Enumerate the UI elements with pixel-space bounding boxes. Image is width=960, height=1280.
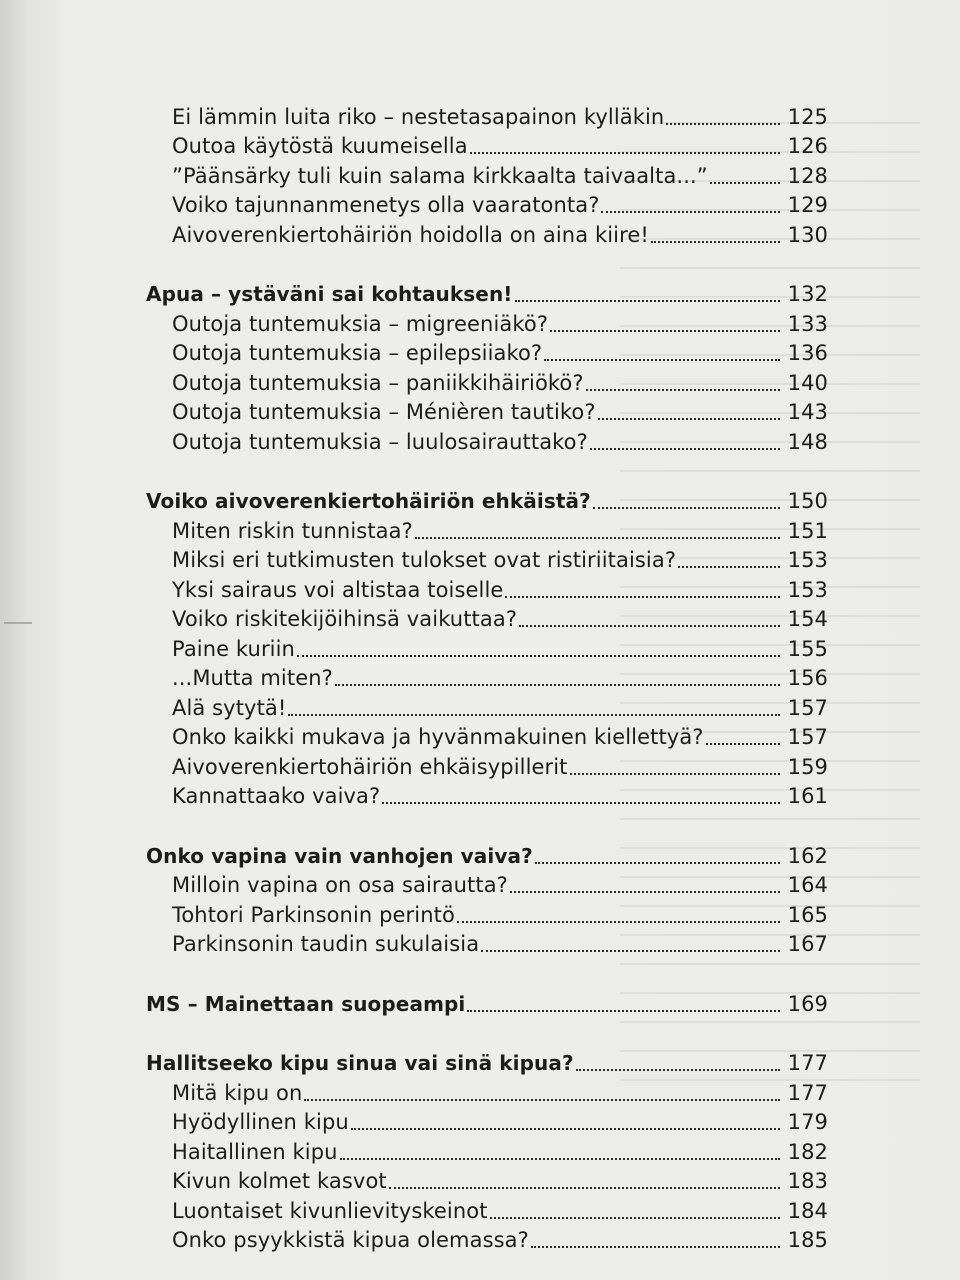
toc-entry xyxy=(140,632,840,662)
toc-entry-title: Luontaiset kivunlievityskeinot xyxy=(172,1198,488,1223)
page-number: 159 xyxy=(787,754,828,779)
page-number: 183 xyxy=(787,1169,828,1193)
page-number: 157 xyxy=(787,695,828,720)
dot-leader xyxy=(335,684,780,686)
toc-chapter-heading xyxy=(140,987,840,1017)
toc-entry xyxy=(140,1165,840,1195)
toc-section xyxy=(140,100,840,248)
toc-entry-title: Miksi eri tutkimusten tulokset ovat ristiriitaisia? xyxy=(172,548,677,572)
dot-leader xyxy=(351,1128,780,1130)
dot-leader xyxy=(570,773,780,775)
toc-entry xyxy=(140,218,840,248)
dot-leader xyxy=(519,625,780,627)
dot-leader xyxy=(710,182,780,184)
toc-entry xyxy=(140,100,840,130)
toc-chapter-heading-title: Hallitseeko kipu sinua vai sinä kipua? xyxy=(146,1051,574,1075)
page-number: 132 xyxy=(787,282,828,306)
toc-entry-title: Outoja tuntemuksia – migreeniäkö? xyxy=(172,311,549,336)
section-gap xyxy=(140,957,840,987)
toc-entry-title: Aivoverenkiertohäiriön hoidolla on aina kiire! xyxy=(172,222,649,247)
dot-leader xyxy=(550,330,780,332)
page-number: 140 xyxy=(787,370,828,395)
toc-entry-title: Paine kuriin xyxy=(172,636,295,661)
toc-entry-title: Kannattaako vaiva? xyxy=(172,784,381,808)
toc-entry xyxy=(140,750,840,780)
section-gap xyxy=(140,455,840,485)
toc-entry-title: Outoja tuntemuksia – epilepsiiako? xyxy=(172,341,543,365)
toc-entry-title: Voiko riskitekijöihinsä vaikuttaa? xyxy=(172,607,518,631)
toc-entry xyxy=(140,307,840,337)
toc-entry xyxy=(140,189,840,219)
toc-entry-title: Milloin vapina on osa sairautta? xyxy=(172,873,508,897)
dot-leader xyxy=(678,566,780,568)
dot-leader xyxy=(490,1217,780,1219)
toc-entry-title: ...Mutta miten? xyxy=(172,666,333,690)
toc-entry xyxy=(140,1106,840,1136)
page-number: 150 xyxy=(787,489,828,513)
page-number: 169 xyxy=(787,991,828,1016)
toc-entry xyxy=(140,928,840,958)
toc-entry xyxy=(140,1076,840,1106)
page-number: 125 xyxy=(787,104,828,129)
dot-leader xyxy=(601,211,780,213)
dot-leader xyxy=(544,359,780,361)
dot-leader xyxy=(576,1069,780,1071)
dot-leader xyxy=(304,1099,780,1101)
toc-entry-title: Outoja tuntemuksia – paniikkihäiriökö? xyxy=(172,370,584,395)
toc-entry-title: Onko kaikki mukava ja hyvänmakuinen kiellettyä? xyxy=(172,725,704,749)
dot-leader xyxy=(666,123,780,125)
page-number: 184 xyxy=(787,1198,828,1223)
toc-section xyxy=(140,839,840,957)
toc-entry xyxy=(140,130,840,160)
page-number: 179 xyxy=(787,1110,828,1134)
dot-leader xyxy=(389,1187,780,1189)
dot-leader xyxy=(297,655,780,657)
dot-leader xyxy=(382,802,780,804)
dot-leader xyxy=(510,891,780,893)
toc-entry-title: Voiko tajunnanmenetys olla vaaratonta? xyxy=(172,193,600,217)
page-number: 143 xyxy=(787,400,828,424)
page-number: 129 xyxy=(787,193,828,217)
toc-entry xyxy=(140,396,840,426)
toc-entry xyxy=(140,721,840,751)
page-number: 165 xyxy=(787,902,828,927)
toc-entry-title: Haitallinen kipu xyxy=(172,1139,338,1164)
toc-entry xyxy=(140,898,840,928)
table-of-contents xyxy=(140,100,840,1253)
page-number: 126 xyxy=(787,134,828,158)
page-number: 157 xyxy=(787,725,828,749)
page-edge-mark xyxy=(4,622,32,624)
toc-chapter-heading-title: Voiko aivoverenkiertohäiriön ehkäistä? xyxy=(146,489,591,513)
dot-leader xyxy=(535,862,780,864)
toc-entry-title: Outoja tuntemuksia – Ménièren tautiko? xyxy=(172,400,596,424)
toc-chapter-heading-title: Onko vapina vain vanhojen vaiva? xyxy=(146,843,533,868)
toc-entry xyxy=(140,1135,840,1165)
toc-entry-title: Onko psyykkistä kipua olemassa? xyxy=(172,1228,529,1252)
toc-entry xyxy=(140,337,840,367)
toc-entry-title: Outoja tuntemuksia – luulosairauttako? xyxy=(172,429,588,454)
toc-entry xyxy=(140,159,840,189)
toc-entry xyxy=(140,366,840,396)
toc-chapter-heading xyxy=(140,278,840,308)
toc-entry xyxy=(140,514,840,544)
dot-leader xyxy=(515,300,780,302)
dot-leader xyxy=(505,596,780,598)
dot-leader xyxy=(593,507,780,509)
toc-entry xyxy=(140,869,840,899)
page-number: 164 xyxy=(787,873,828,897)
page-number: 177 xyxy=(787,1080,828,1105)
dot-leader xyxy=(340,1158,780,1160)
toc-chapter-heading xyxy=(140,839,840,869)
toc-chapter-heading xyxy=(140,1047,840,1077)
page-number: 167 xyxy=(787,932,828,956)
toc-entry-title: Mitä kipu on xyxy=(172,1080,303,1105)
toc-entry xyxy=(140,603,840,633)
toc-entry xyxy=(140,544,840,574)
page-number: 177 xyxy=(787,1051,828,1075)
toc-entry xyxy=(140,780,840,810)
dot-leader xyxy=(288,714,780,716)
toc-section xyxy=(140,278,840,455)
dot-leader xyxy=(590,448,780,450)
page-number: 156 xyxy=(787,666,828,690)
page-number: 153 xyxy=(787,548,828,572)
toc-entry-title: Parkinsonin taudin sukulaisia xyxy=(172,932,480,956)
toc-entry xyxy=(140,1224,840,1254)
toc-entry xyxy=(140,573,840,603)
section-gap xyxy=(140,809,840,839)
toc-entry-title: Alä sytytä! xyxy=(172,695,287,720)
toc-chapter-heading xyxy=(140,485,840,515)
dot-leader xyxy=(457,921,780,923)
dot-leader xyxy=(651,241,780,243)
page-number: 161 xyxy=(787,784,828,808)
page-number: 148 xyxy=(787,429,828,454)
section-gap xyxy=(140,1017,840,1047)
toc-entry-title: Aivoverenkiertohäiriön ehkäisypillerit xyxy=(172,754,568,779)
toc-entry xyxy=(140,662,840,692)
dot-leader xyxy=(706,743,780,745)
toc-chapter-heading-title: Apua – ystäväni sai kohtauksen! xyxy=(146,282,513,306)
toc-entry-title: Kivun kolmet kasvot xyxy=(172,1169,387,1193)
toc-entry xyxy=(140,425,840,455)
toc-chapter-heading-title: MS – Mainettaan suopeampi xyxy=(146,991,466,1016)
dot-leader xyxy=(586,389,780,391)
toc-entry-title: Hyödyllinen kipu xyxy=(172,1110,349,1134)
toc-entry xyxy=(140,1194,840,1224)
toc-section xyxy=(140,1047,840,1254)
toc-section xyxy=(140,485,840,810)
dot-leader xyxy=(531,1246,780,1248)
page-number: 182 xyxy=(787,1139,828,1164)
dot-leader xyxy=(598,418,780,420)
dot-leader xyxy=(467,1010,780,1012)
page-number: 151 xyxy=(787,518,828,543)
page-number: 128 xyxy=(787,163,828,188)
page-number: 136 xyxy=(787,341,828,365)
page-number: 133 xyxy=(787,311,828,336)
page-number: 185 xyxy=(787,1228,828,1252)
page-number: 153 xyxy=(787,577,828,602)
page-number: 155 xyxy=(787,636,828,661)
toc-entry xyxy=(140,691,840,721)
section-gap xyxy=(140,248,840,278)
toc-entry-title: Outoa käytöstä kuumeisella xyxy=(172,134,468,158)
toc-entry-title: Miten riskin tunnistaa? xyxy=(172,518,413,543)
page-number: 162 xyxy=(787,843,828,868)
page-number: 154 xyxy=(787,607,828,631)
dot-leader xyxy=(481,950,780,952)
toc-entry-title: Tohtori Parkinsonin perintö xyxy=(172,902,455,927)
toc-entry-title: Ei lämmin luita riko – nestetasapainon kylläkin xyxy=(172,104,665,129)
dot-leader xyxy=(415,537,780,539)
dot-leader xyxy=(470,152,780,154)
toc-section xyxy=(140,987,840,1017)
toc-entry-title: ”Päänsärky tuli kuin salama kirkkaalta taivaalta...” xyxy=(172,163,708,188)
page-number: 130 xyxy=(787,222,828,247)
toc-entry-title: Yksi sairaus voi altistaa toiselle xyxy=(172,577,504,602)
